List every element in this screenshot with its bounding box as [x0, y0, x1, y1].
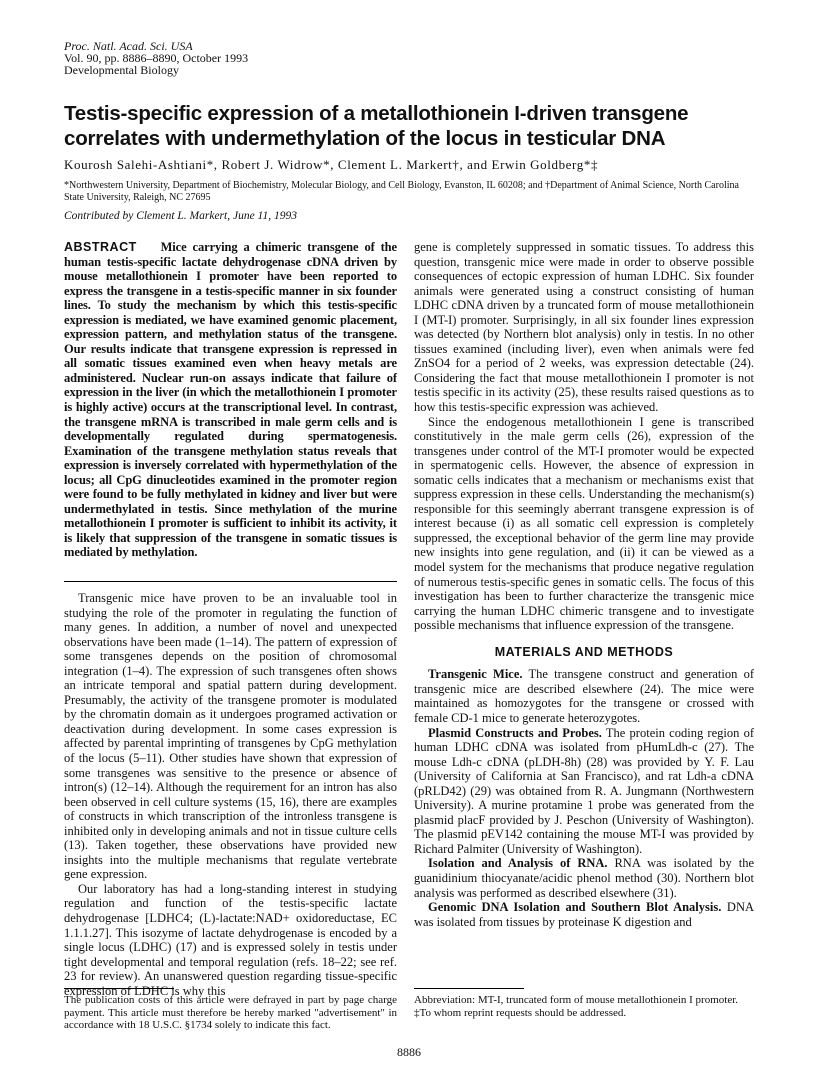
runin-heading: Transgenic Mice. — [428, 667, 523, 682]
footnotes-right — [414, 994, 754, 1019]
journal-section: Developmental Biology — [64, 63, 179, 77]
left-column-body — [64, 591, 397, 998]
reprint-note: ‡To whom reprint requests should be addressed. — [414, 1006, 627, 1019]
journal-header — [64, 40, 248, 76]
methods-paragraph — [414, 726, 754, 857]
body-paragraph: Our laboratory has had a long-standing interest in studying regulation and function of the testis-specific lactate dehydrogenase [LDHC4; (L)-lactate:NAD+ oxidoreductase, EC 1.1.1.27]. This isozyme of lactate dehydrogenase is encoded by a single locus (LDHC) (17) and is expressed solely in testis under tight developmental and temporal regulation (refs. 18–22; see ref. 23 for review). An unanswered question regarding tissue-specific expression of LDHC is why this — [64, 881, 397, 998]
journal-volume: Vol. 90, pp. 8886–8890, October 1993 — [64, 51, 249, 65]
methods-paragraph — [414, 667, 754, 725]
abstract-block — [64, 240, 397, 560]
body-paragraph: Transgenic mice have proven to be an invaluable tool in studying the role of the promoter in regulating the function of many genes. In addition, a number of novel and unexpected observations have been made (1–14). The pattern of expression of some transgenes depends on the position of chromosomal integration (1–4). The expression of such transgenes often shows an intricate temporal and spatial pattern during development. Presumably, the activity of the transgene promoter is modulated by the chromatin domain as it undergoes programed activation or deactivation during development. In some cases expression is affected by parental imprinting of transgenes by CpG methylation of the locus (5–11). Other studies have shown that expression of some transgenes was sensitive to the presence or absence of intron(s) (12–14). Although the requirement for an intron has also been observed in cell culture systems (15, 16), there are examples of constructs in which transcription of the intronless transgene is inhibited only in developing animals and not in tissue culture cells (13). Taken together, these observations have provided new insights into the multiple mechanisms that regulate vertebrate gene expression. — [64, 591, 397, 882]
journal-name: Proc. Natl. Acad. Sci. USA — [64, 39, 193, 53]
contributed-by: Contributed by Clement L. Markert, June 11, 1993 — [64, 210, 297, 222]
abstract-paragraph — [64, 240, 397, 560]
footnote-rule-left — [64, 988, 174, 989]
author-list: Kourosh Salehi-Ashtiani*, Robert J. Widrow*, Clement L. Markert†, and Erwin Goldberg*‡ — [64, 157, 599, 172]
methods-text: The transgene construct and generation of transgenic mice are described elsewhere (24). The mice were maintained as homozygotes for the transgene or crossed with female CD-1 mice to generate heterozygotes. — [414, 667, 754, 725]
runin-heading: Isolation and Analysis of RNA. — [428, 856, 608, 871]
body-paragraph: Since the endogenous metallothionein I gene is transcribed constitutively in the male germ cells (26), expression of the transgenes under control of the MT-I promoter would be expected in spermatogenic cells. However, the absence of expression in somatic cells indicates that a mechanism or mechanisms exist that suppress expression in these cells. Understanding the mechanism(s) responsible for this seemingly aberrant transgene expression is of interest because (i) as all somatic cell expression is completely suppressed, the exceptional behavior of the germ line may provide new insights into gene regulation, and (ii) it can be viewed as a model system for the mechanisms that produce negative regulation of numerous testis-specific genes in somatic cells. The focus of this investigation has been to further characterize the transgenic mice carrying the human LDHC chimeric transgene and to investigate possible mechanisms that influence expression of the transgene. — [414, 414, 754, 633]
abstract-divider — [64, 581, 397, 582]
abstract-text: Mice carrying a chimeric transgene of the human testis-specific lactate dehydrogenase cDNA driven by mouse metallothionein I promoter have been reported to express the transgene in a testis-specific manner in six founder lines. To study the mechanism by which this testis-specific expression is mediated, we have examined genomic placement, expression pattern, and methylation status of the transgene. Our results indicate that transgene expression is repressed in all somatic tissues examined even when heavy metals are administered. Nuclear run-on assays indicate that failure of expression in the liver (in which the metallothionein I promoter is highly active) occurs at the transcriptional level. In contrast, the transgene mRNA is transcribed in male germ cells and is developmentally regulated during spermatogenesis. Examination of the transgene methylation status reveals that expression is inversely correlated with hypermethylation of the locus; all CpG dinucleotides examined in the promoter region were found to be fully methylated in kidney and liver but were undermethylated in testis. Since methylation of the murine metallothionein I promoter is sufficient to inhibit its activity, it is likely that suppression of the transgene in somatic tissues is mediated by methylation. — [64, 240, 397, 560]
article-page — [64, 0, 754, 1065]
publication-cost-note: The publication costs of this article were defrayed in part by page charge payment. This article must therefore be hereby marked "advertisement" in accordance with 18 U.S.C. §1734 solely to indicate this fact. — [64, 994, 397, 1031]
section-heading-methods: MATERIALS AND METHODS — [494, 644, 674, 659]
runin-heading: Plasmid Constructs and Probes. — [428, 725, 602, 740]
body-paragraph: gene is completely suppressed in somatic tissues. To address this question, transgenic mice were made in order to observe possible consequences of ectopic expression of human LDHC. Six founder animals were generated using a construct consisting of human LDHC cDNA driven by a truncated form of mouse metallothionein I (MT-I) promoter. Surprisingly, in all six founder lines expression was detected (by Northern blot analysis) only in testis. In no other tissues examined (including liver), even when animals were fed ZnSO4 for a period of 2 weeks, was expression detectable (24). Considering the fact that mouse metallothionein I promoter is not testis specific in its activity (25), these results raised questions as to how this testis-specific expression was achieved. — [414, 240, 754, 415]
methods-text: The protein coding region of human LDHC cDNA was isolated from pHumLdh-c (27). The mouse Ldh-c cDNA (pLDH-8h) (28) was provided by Y. F. Lau (University of California at San Francisco), and rat Ldh-a cDNA (pRLD42) (29) was obtained from R. A. Jungmann (Northwestern University). A murine protamine 1 probe was generated from the plasmid placF provided by J. Peschon (University of Washington). The plasmid pEV142 containing the mouse MT-I was provided by Richard Palmiter (University of Washington). — [414, 725, 754, 856]
methods-text: RNA was isolated by the guanidinium thiocyanate/acidic phenol method (30). Northern blot analysis was performed as described elsewhere (31). — [414, 856, 755, 900]
runin-heading: Genomic DNA Isolation and Southern Blot Analysis. — [428, 900, 722, 915]
article-title: Testis-specific expression of a metallothionein I-driven transgene correlates with undermethylation of the locus in testicular DNA — [64, 102, 689, 150]
abstract-label: ABSTRACT — [64, 240, 137, 254]
abbreviation-note: Abbreviation: MT-I, truncated form of mouse metallothionein I promoter. — [414, 994, 739, 1006]
right-column-body — [414, 240, 754, 929]
page-number: 8886 — [397, 1045, 421, 1059]
methods-paragraph — [414, 856, 754, 900]
methods-paragraph — [414, 900, 754, 929]
affiliations: *Northwestern University, Department of Biochemistry, Molecular Biology, and Cell Biology, Evanston, IL 60208; and †Department of Animal Science, North Carolina State University, Raleigh, NC 27695 — [64, 180, 739, 203]
methods-text: DNA was isolated from tissues by proteinase K digestion and — [414, 900, 754, 929]
footnote-rule-right — [414, 988, 524, 989]
